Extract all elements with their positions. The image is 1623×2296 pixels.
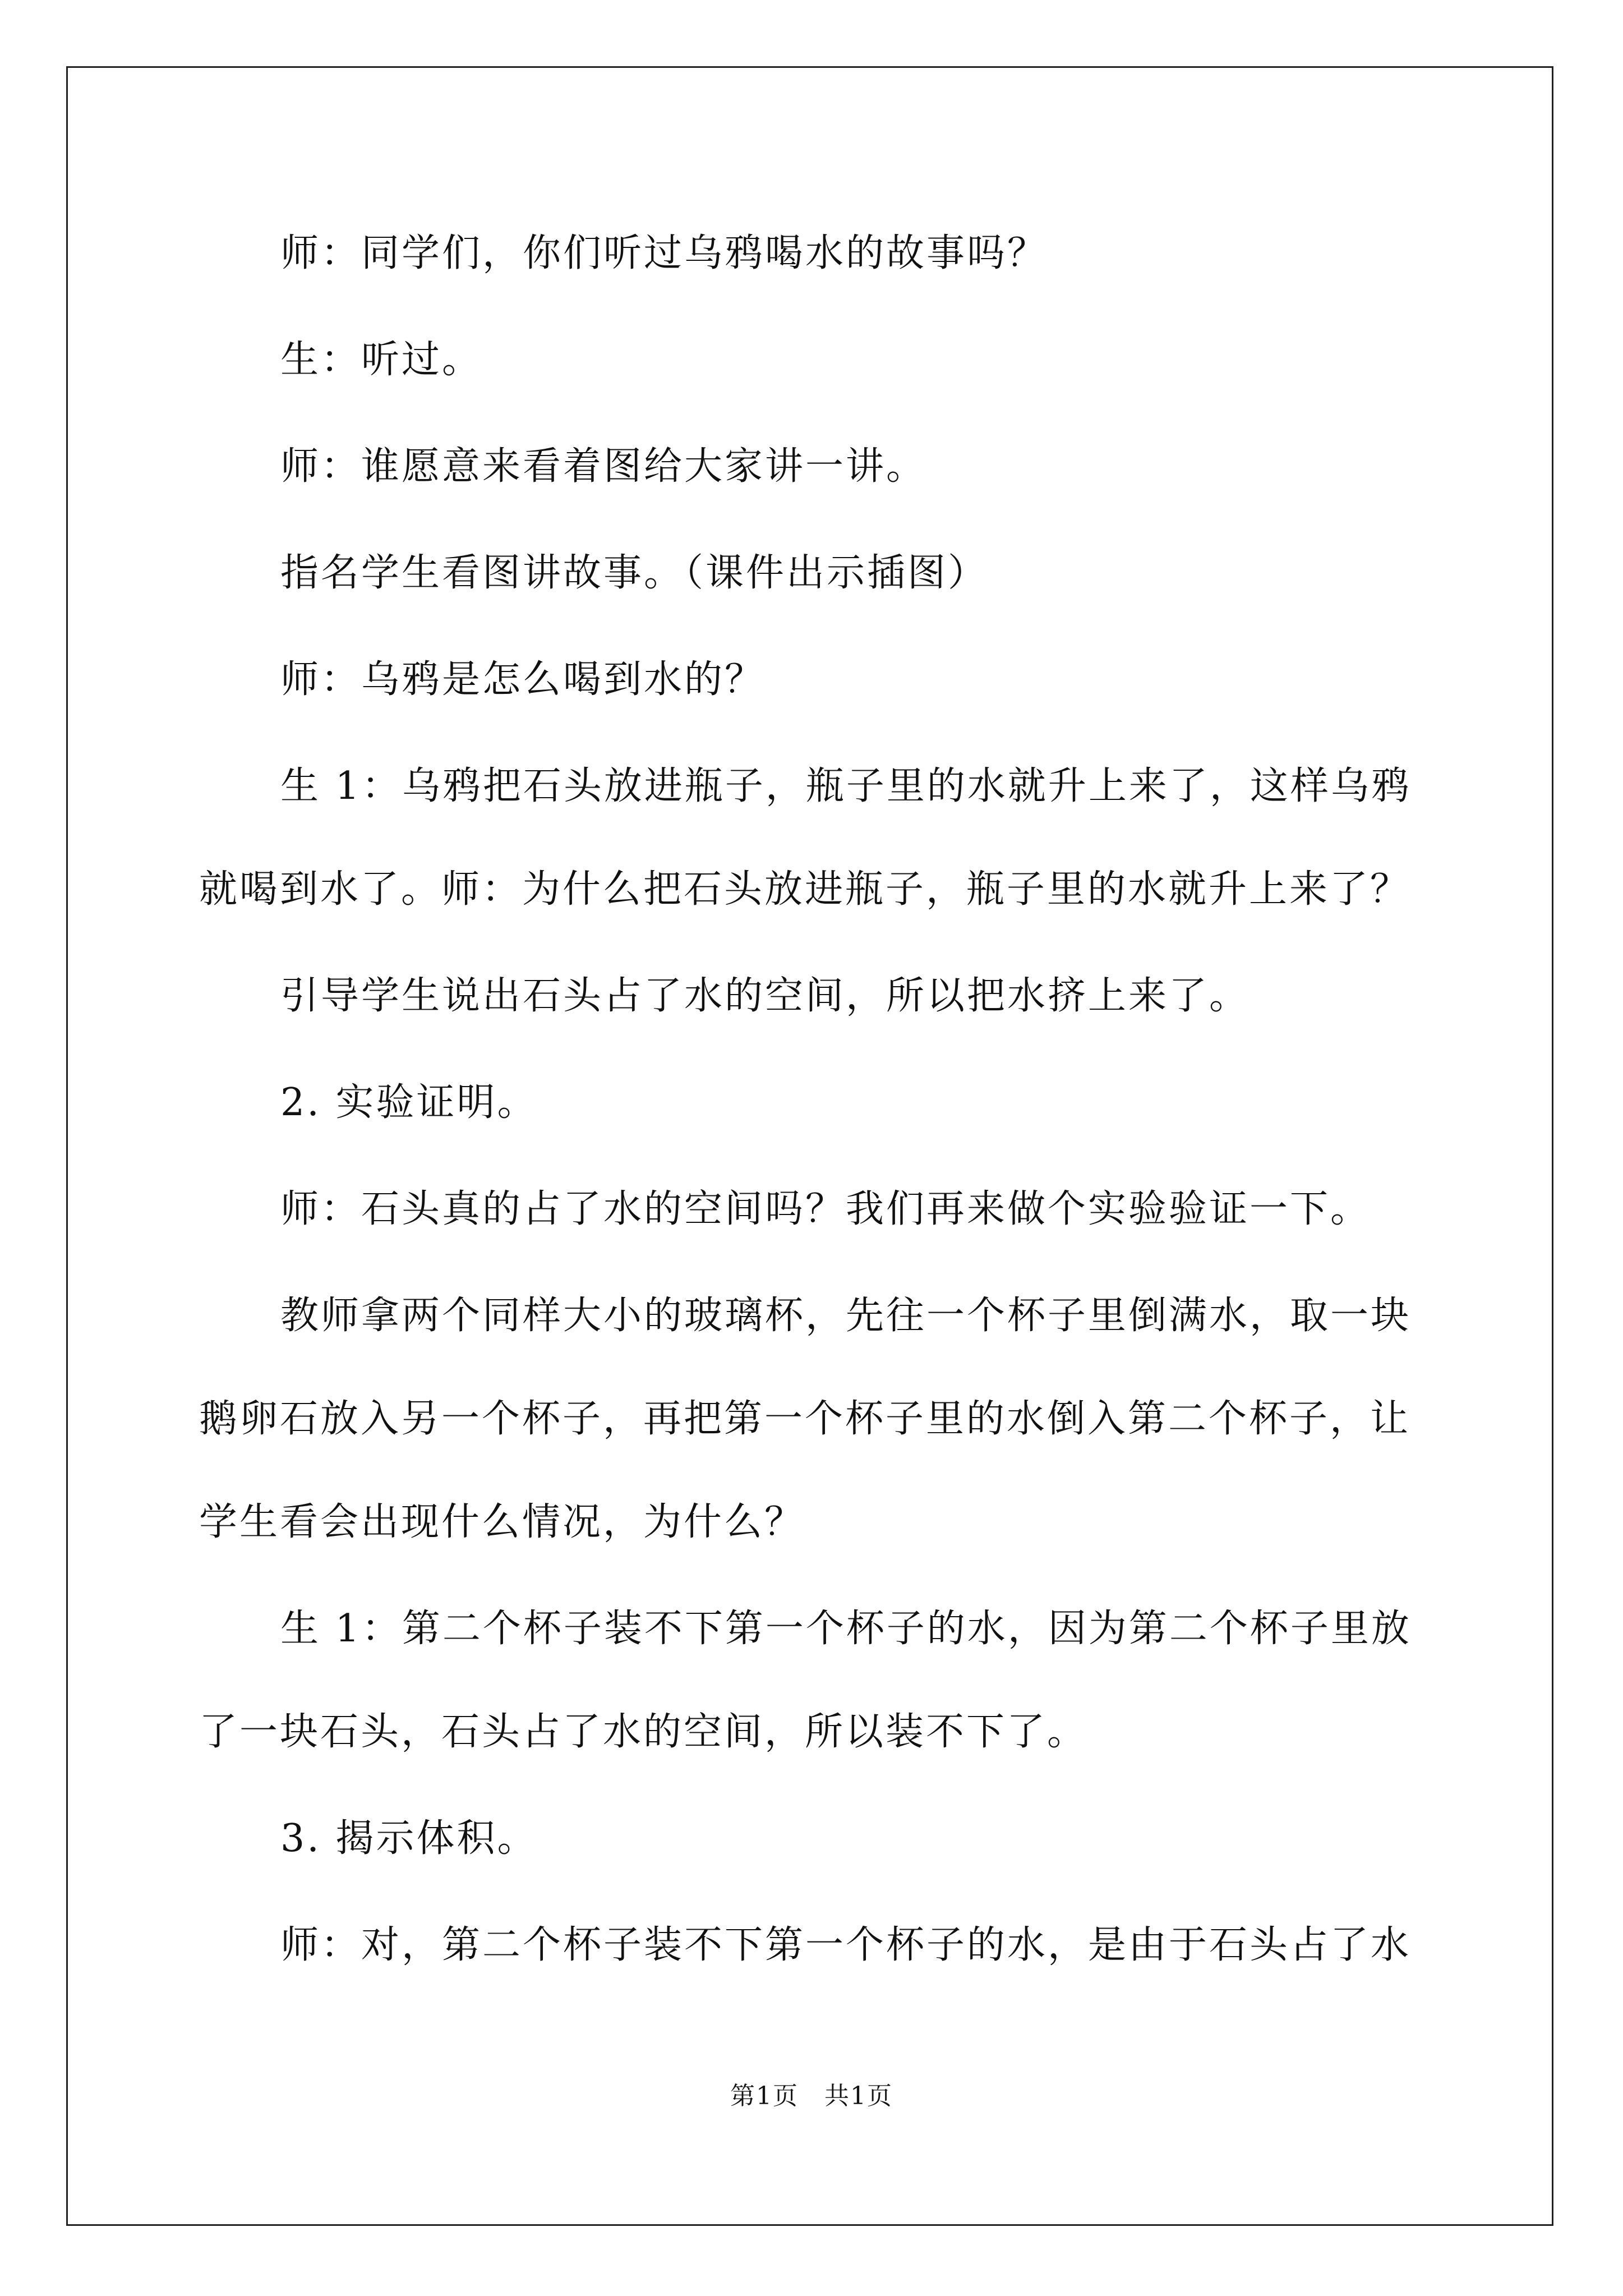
paragraph: 师：谁愿意来看着图给大家讲一讲。 [280, 444, 927, 489]
paragraph: 3. 揭示体积。 [280, 1816, 538, 1861]
paragraph: 指名学生看图讲故事。（课件出示插图） [280, 551, 989, 595]
paragraph: 引导学生说出石头占了水的空间，所以把水挤上来了。 [280, 974, 1250, 1018]
paragraph: 生：听过。 [280, 338, 483, 382]
paragraph: 2. 实验证明。 [280, 1080, 538, 1125]
document-body [199, 202, 1427, 2000]
paragraph: 师：石头真的占了水的空间吗？我们再来做个实验验证一下。 [280, 1187, 1371, 1231]
paragraph: 师：同学们，你们听过乌鸦喝水的故事吗？ [280, 231, 1048, 275]
paragraph: 生 1：乌鸦把石头放进瓶子，瓶子里的水就升上来了，这样乌鸦就喝到水了。师：为什么把石头放进瓶子，瓶子里的水就升上来了？ [199, 764, 1412, 912]
paragraph: 师：乌鸦是怎么喝到水的？ [280, 657, 766, 702]
paragraph: 教师拿两个同样大小的玻璃杯，先往一个杯子里倒满水，取一块鹅卵石放入另一个杯子，再把第一个杯子里的水倒入第二个杯子，让学生看会出现什么情况，为什么？ [199, 1294, 1412, 1544]
paragraph: 生 1：第二个杯子装不下第一个杯子的水，因为第二个杯子里放了一块石头，石头占了水的空间，所以装不下了。 [199, 1607, 1412, 1754]
page-footer: 第1页 共1页 [730, 2082, 893, 2110]
paragraph: 师：对，第二个杯子装不下第一个杯子的水，是由于石头占了水 [280, 1923, 1412, 1967]
